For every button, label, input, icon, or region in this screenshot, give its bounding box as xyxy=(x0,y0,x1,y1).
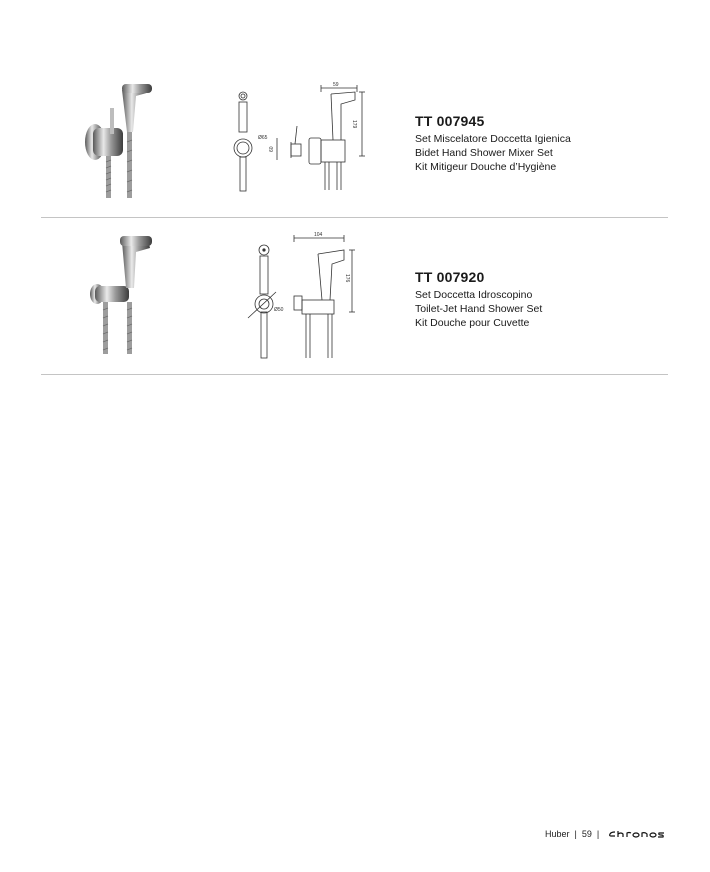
dim-height: 179 xyxy=(351,120,357,129)
dim-height: 176 xyxy=(344,274,350,283)
product-info xyxy=(415,269,542,330)
page-footer xyxy=(545,829,667,839)
section-divider xyxy=(41,374,668,375)
product-code: TT 007920 xyxy=(415,269,485,285)
dim-depth: 60 xyxy=(269,146,275,152)
description-italian: Set Miscelatore Doccetta Igienica xyxy=(415,133,571,145)
chronos-logo xyxy=(609,830,667,838)
technical-drawing xyxy=(240,232,360,360)
description-italian: Set Doccetta Idroscopino xyxy=(415,289,533,301)
description-french: Kit Douche pour Cuvette xyxy=(415,317,530,329)
description-french: Kit Mitigeur Douche d’Hygiène xyxy=(415,161,557,173)
description-english: Toilet-Jet Hand Shower Set xyxy=(415,303,543,315)
technical-drawing xyxy=(225,82,365,194)
product-photo xyxy=(82,232,162,358)
product-photo xyxy=(78,78,160,203)
section-divider xyxy=(41,217,668,218)
dim-diameter: Ø65 xyxy=(258,135,268,141)
footer-brand: Huber xyxy=(545,829,570,839)
footer-separator: | xyxy=(596,829,600,839)
description-english: Bidet Hand Shower Mixer Set xyxy=(415,147,553,159)
product-code: TT 007945 xyxy=(415,113,485,129)
dim-diameter: Ø50 xyxy=(274,307,284,313)
dim-width: 59 xyxy=(333,82,339,88)
footer-separator: | xyxy=(574,829,577,839)
dim-width: 104 xyxy=(314,232,323,238)
page-number: 59 xyxy=(581,829,592,839)
product-info xyxy=(415,113,571,174)
